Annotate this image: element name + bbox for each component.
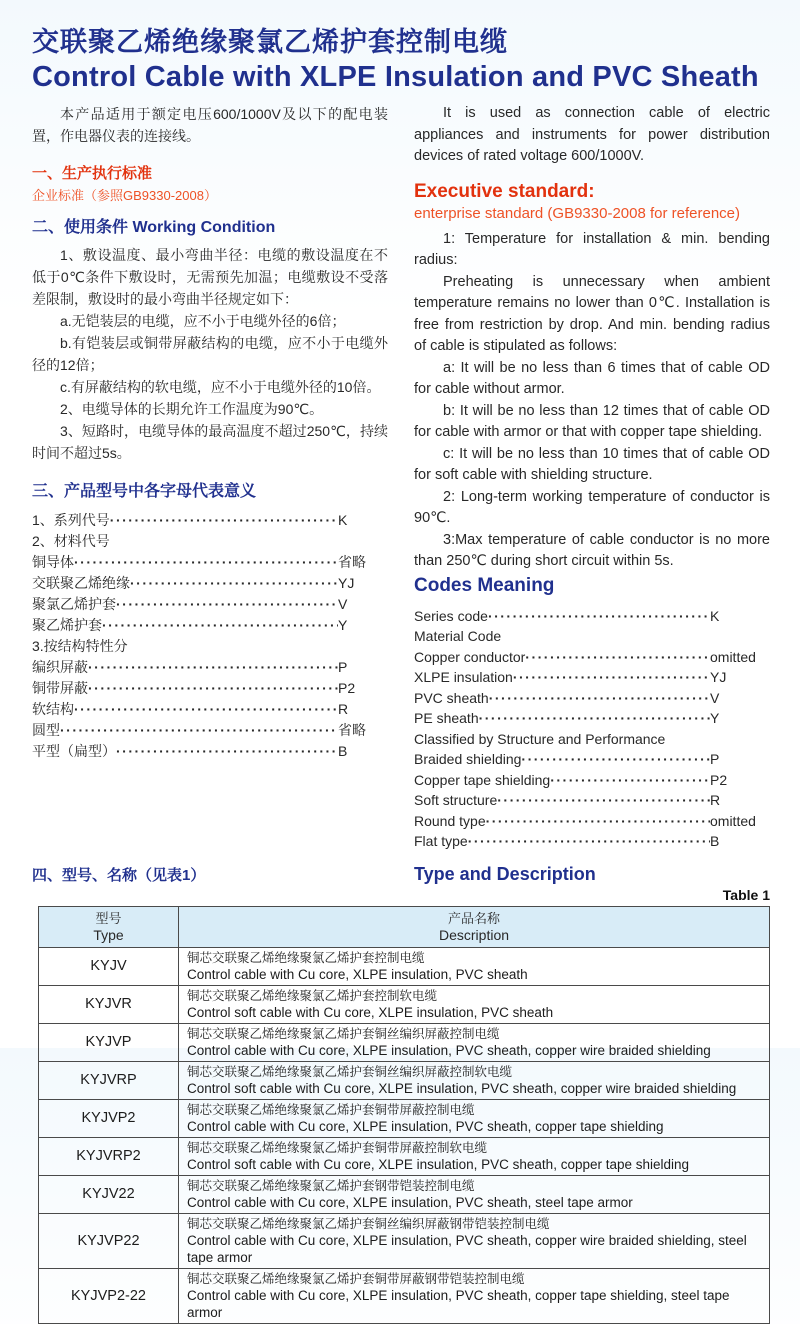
paragraph-zh: 1、敷设温度、最小弯曲半径：电缆的敷设温度在不低于0℃条件下敷设时，无需预先加温；电缆敷设不受落差限制，敷设时的最小弯曲半径规定如下： — [32, 247, 388, 307]
code-label: 圆型 — [32, 722, 60, 738]
code-line — [32, 552, 388, 573]
code-label: Copper conductor — [414, 648, 526, 665]
cell-type: KYJVP2 — [39, 1099, 179, 1137]
code-line — [32, 657, 388, 678]
description-zh: 铜芯交联聚乙烯绝缘聚氯乙烯护套铜带屏蔽钢带铠装控制电缆 — [187, 1271, 525, 1286]
code-line — [414, 667, 770, 688]
table-header — [39, 906, 770, 947]
cell-description — [179, 985, 770, 1023]
description-en: Control cable with Cu core, XLPE insulation, PVC sheath, copper tape shielding, steel tape armor — [187, 1287, 730, 1320]
dotted-leader — [489, 688, 710, 709]
code-label: 聚乙烯护套 — [32, 617, 102, 633]
working-condition-en — [414, 229, 770, 573]
code-value: K — [710, 607, 720, 624]
paragraph-en: a: It will be no less than 6 times that of cable OD for cable without armor. — [414, 359, 770, 397]
code-line — [32, 573, 388, 594]
code-line — [32, 720, 388, 741]
page-title-en: Control Cable with XLPE Insulation and PVC Sheath — [32, 61, 759, 93]
code-value: V — [338, 596, 348, 612]
code-value: P — [710, 751, 720, 767]
header-cell-type — [39, 906, 179, 947]
code-label: PVC sheath — [414, 689, 489, 706]
code-value: 省略 — [338, 554, 366, 570]
table-row — [39, 985, 770, 1023]
description-zh: 铜芯交联聚乙烯绝缘聚氯乙烯护套铜丝编织屏蔽钢带铠装控制电缆 — [187, 1216, 550, 1231]
dotted-leader — [497, 790, 710, 811]
cell-type: KYJVP — [39, 1023, 179, 1061]
code-line — [414, 831, 770, 852]
code-label: Classified by Structure and Performance — [414, 730, 666, 747]
code-label: 平型（扁型） — [32, 743, 116, 759]
content-columns — [32, 103, 770, 852]
working-condition-zh — [32, 244, 388, 464]
code-line — [32, 510, 388, 531]
code-line — [32, 636, 388, 657]
code-line — [414, 790, 770, 811]
code-label: 2、材料代号 — [32, 533, 110, 549]
paragraph-zh: c.有屏蔽结构的软电缆，应不小于电缆外径的10倍。 — [60, 379, 381, 395]
description-en: Control cable with Cu core, XLPE insulation, PVC sheath, steel tape armor — [187, 1194, 633, 1210]
dotted-leader — [116, 741, 338, 762]
description-en: Control cable with Cu core, XLPE insulation, PVC sheath, copper wire braided shielding — [187, 1042, 711, 1058]
section4-heading-row — [32, 864, 770, 885]
code-value: P2 — [710, 771, 728, 788]
paragraph-en: 2: Long-term working temperature of conductor is 90℃. — [414, 488, 770, 526]
code-label: Copper tape shielding — [414, 771, 551, 788]
section4-heading-zh: 四、型号、名称（见表1） — [32, 866, 206, 884]
table-row — [39, 1175, 770, 1213]
code-value: P2 — [338, 680, 356, 696]
cell-description — [179, 1213, 770, 1268]
table-row — [39, 947, 770, 985]
code-value: K — [338, 512, 348, 528]
dotted-leader — [74, 552, 338, 573]
code-value: YJ — [710, 669, 727, 685]
code-label: PE sheath — [414, 710, 479, 726]
code-label: 聚氯乙烯护套 — [32, 596, 116, 612]
description-en: Control cable with Cu core, XLPE insulation, PVC sheath — [187, 966, 528, 982]
code-label: 铜带屏蔽 — [32, 680, 88, 696]
dotted-leader — [102, 615, 338, 636]
cell-description — [179, 1268, 770, 1323]
cell-description — [179, 947, 770, 985]
cell-type: KYJVRP2 — [39, 1137, 179, 1175]
table-row — [39, 1268, 770, 1323]
dotted-leader — [468, 831, 710, 852]
paragraph-zh: b.有铠装层或铜带屏蔽结构的电缆，应不小于电缆外径的12倍； — [32, 335, 388, 373]
paragraph-zh: 3、短路时，电缆导体的最高温度不超过250℃，持续时间不超过5s。 — [32, 423, 388, 461]
description-en: Control soft cable with Cu core, XLPE insulation, PVC sheath, copper tape shielding — [187, 1156, 690, 1172]
dotted-leader — [525, 647, 710, 668]
code-label: 1、系列代号 — [32, 512, 110, 528]
code-label: Series code — [414, 607, 488, 624]
code-line — [414, 688, 770, 709]
cell-description — [179, 1061, 770, 1099]
code-line — [32, 699, 388, 720]
table-row — [39, 1137, 770, 1175]
intro-en: It is used as connection cable of electric appliances and instruments for power distribution devices of rated voltage 600/1000V. — [414, 105, 770, 164]
paragraph-zh: 2、电缆导体的长期允许工作温度为90℃。 — [60, 401, 324, 417]
dotted-leader — [130, 573, 338, 594]
code-line — [32, 594, 388, 615]
code-line — [414, 647, 770, 668]
description-zh: 铜芯交联聚乙烯绝缘聚氯乙烯护套钢带铠装控制电缆 — [187, 1178, 475, 1193]
dotted-leader — [60, 720, 338, 741]
codes-list-zh — [32, 510, 388, 762]
paragraph-en: c: It will be no less than 10 times that of cable OD for soft cable with shielding structure. — [414, 445, 770, 483]
description-en: Control soft cable with Cu core, XLPE insulation, PVC sheath, copper wire braided shielding — [187, 1080, 737, 1096]
code-line — [414, 749, 770, 770]
code-value: omitted — [710, 812, 756, 829]
description-zh: 铜芯交联聚乙烯绝缘聚氯乙烯护套铜丝编织屏蔽控制电缆 — [187, 1026, 500, 1041]
dotted-leader — [479, 708, 710, 729]
code-value: Y — [338, 617, 348, 633]
description-zh: 铜芯交联聚乙烯绝缘聚氯乙烯护套铜带屏蔽控制电缆 — [187, 1102, 475, 1117]
description-zh: 铜芯交联聚乙烯绝缘聚氯乙烯护套铜丝编织屏蔽控制软电缆 — [187, 1064, 513, 1079]
cell-description — [179, 1175, 770, 1213]
code-label: Braided shielding — [414, 751, 522, 767]
intro-zh: 本产品适用于额定电压600/1000V及以下的配电装置，作电器仪表的连接线。 — [32, 106, 388, 144]
code-label: Material Code — [414, 628, 502, 644]
dotted-leader — [513, 667, 710, 688]
paragraph-en: Preheating is unnecessary when ambient temperature remains no lower than 0℃. Installation is free from restriction by drop. And min. bending radius of cable is stipulated as follows: — [414, 273, 770, 354]
table-body — [39, 947, 770, 1323]
page-title-zh: 交联聚乙烯绝缘聚氯乙烯护套控制电缆 — [32, 27, 508, 57]
code-label: Flat type — [414, 833, 468, 849]
description-en: Control cable with Cu core, XLPE insulation, PVC sheath, copper tape shielding — [187, 1118, 664, 1134]
code-label: 交联聚乙烯绝缘 — [32, 575, 130, 591]
cell-description — [179, 1099, 770, 1137]
dotted-leader — [521, 749, 710, 770]
dotted-leader — [116, 594, 338, 615]
code-line — [32, 678, 388, 699]
description-zh: 铜芯交联聚乙烯绝缘聚氯乙烯护套控制软电缆 — [187, 988, 438, 1003]
cell-type: KYJVP22 — [39, 1213, 179, 1268]
code-line — [32, 741, 388, 762]
cell-description — [179, 1137, 770, 1175]
section3-heading-en: Codes Meaning — [414, 574, 555, 596]
type-description-table — [38, 906, 770, 1324]
code-label: XLPE insulation — [414, 669, 513, 685]
table-row — [39, 1213, 770, 1268]
code-line — [414, 729, 770, 750]
code-line — [414, 606, 770, 627]
code-label: 3.按结构特性分 — [32, 638, 128, 654]
header-description-zh: 产品名称 — [447, 910, 500, 926]
code-line — [414, 708, 770, 729]
table-row — [39, 1023, 770, 1061]
column-chinese — [32, 103, 388, 852]
paragraph-en: 3:Max temperature of cable conductor is no more than 250℃ during short circuit within 5s. — [414, 531, 770, 569]
dotted-leader — [88, 678, 338, 699]
section2-heading-zh: 二、使用条件 Working Condition — [32, 219, 276, 236]
code-line — [414, 626, 770, 647]
code-label: Soft structure — [414, 792, 498, 808]
code-value: 省略 — [338, 722, 366, 738]
cell-type: KYJV — [39, 947, 179, 985]
code-line — [414, 770, 770, 791]
header-type-zh: 型号 — [95, 910, 122, 926]
cell-type: KYJVR — [39, 985, 179, 1023]
paragraph-zh: a.无铠装层的电缆，应不小于电缆外径的6倍； — [60, 313, 346, 329]
page-header — [32, 26, 770, 95]
description-en: Control soft cable with Cu core, XLPE insulation, PVC sheath — [187, 1004, 554, 1020]
header-description-en: Description — [438, 926, 510, 943]
dotted-leader — [74, 699, 338, 720]
cell-type: KYJVRP — [39, 1061, 179, 1099]
code-value: Y — [710, 710, 720, 726]
code-line — [32, 531, 388, 552]
dotted-leader — [550, 770, 710, 791]
code-value: YJ — [338, 575, 355, 591]
cell-description — [179, 1023, 770, 1061]
code-label: 编织屏蔽 — [32, 659, 88, 675]
section1-standard-en: enterprise standard (GB9330-2008 for reference) — [414, 204, 741, 222]
dotted-leader — [486, 811, 710, 832]
code-value: P — [338, 659, 348, 675]
code-label: 软结构 — [32, 701, 74, 717]
code-value: omitted — [710, 648, 756, 665]
code-value: R — [710, 792, 721, 808]
cell-type: KYJVP2-22 — [39, 1268, 179, 1323]
paragraph-en: b: It will be no less than 12 times that of cable OD for cable with armor or that with copper tape shielding. — [414, 402, 770, 440]
description-zh: 铜芯交联聚乙烯绝缘聚氯乙烯护套控制电缆 — [187, 950, 425, 965]
section1-heading-zh: 一、生产执行标准 — [32, 165, 153, 182]
header-type-en: Type — [93, 926, 124, 943]
section4-heading-en: Type and Description — [414, 863, 596, 884]
dotted-leader — [88, 657, 338, 678]
header-cell-description — [179, 906, 770, 947]
dotted-leader — [110, 510, 338, 531]
table-row — [39, 1099, 770, 1137]
code-value: V — [710, 689, 720, 706]
table-label: Table 1 — [722, 886, 770, 903]
code-value: B — [710, 833, 720, 849]
code-line — [32, 615, 388, 636]
description-zh: 铜芯交联聚乙烯绝缘聚氯乙烯护套铜带屏蔽控制软电缆 — [187, 1140, 488, 1155]
cell-type: KYJV22 — [39, 1175, 179, 1213]
table-row — [39, 1061, 770, 1099]
code-label: 铜导体 — [32, 554, 74, 570]
dotted-leader — [488, 606, 710, 627]
section3-heading-zh: 三、产品型号中各字母代表意义 — [32, 483, 257, 500]
column-english — [414, 103, 770, 852]
code-label: Round type — [414, 812, 486, 829]
paragraph-en: 1: Temperature for installation & min. bending radius: — [414, 230, 770, 268]
section1-standard-zh: 企业标准（参照GB9330-2008） — [32, 188, 217, 203]
code-value: B — [338, 743, 348, 759]
codes-list-en — [414, 606, 770, 852]
section1-heading-en: Executive standard: — [414, 180, 595, 202]
code-line — [414, 811, 770, 832]
description-en: Control cable with Cu core, XLPE insulation, PVC sheath, copper wire braided shielding, steel tape armor — [187, 1232, 747, 1265]
code-value: R — [338, 701, 349, 717]
